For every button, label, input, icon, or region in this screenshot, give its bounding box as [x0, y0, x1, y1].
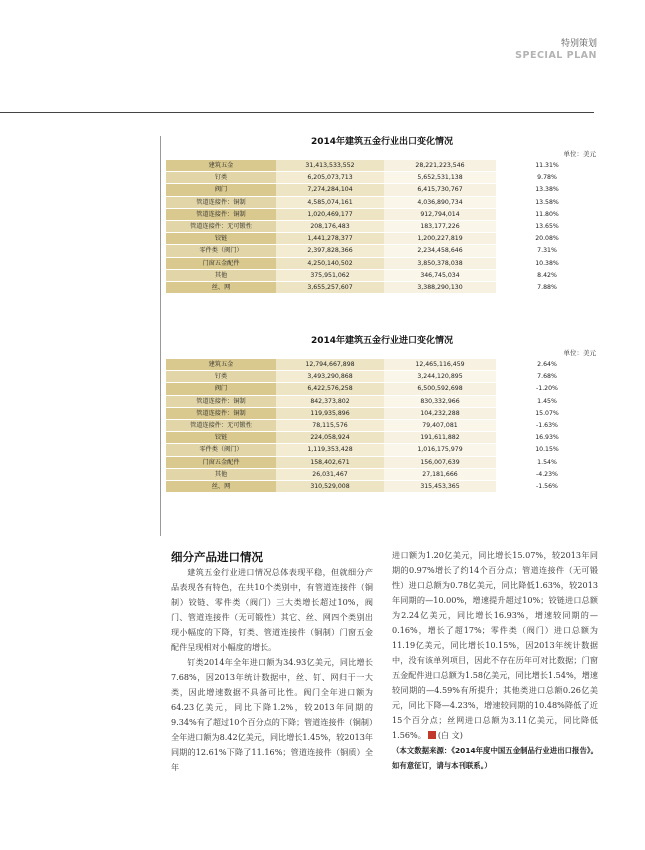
table-cell: -1.63% [496, 420, 598, 432]
table-row [166, 172, 598, 184]
table-cell: 315,453,365 [384, 481, 496, 493]
table-cell: 1,016,175,979 [384, 444, 496, 456]
table-row [166, 233, 598, 245]
export-table-block [166, 136, 598, 294]
table-cell: 375,951,062 [276, 269, 384, 281]
table-row [166, 221, 598, 233]
table-cell: 9.78% [496, 172, 598, 184]
table-cell: 4,036,890,734 [384, 196, 496, 208]
table-cell: 7.68% [496, 371, 598, 383]
table-row [166, 269, 598, 281]
table-cell: 3,493,290,868 [276, 371, 384, 383]
table-cell: 建筑五金 [166, 160, 276, 172]
table-cell: 12,465,116,459 [384, 359, 496, 371]
table-cell: 零件类（阀门） [166, 245, 276, 257]
table-cell: 27,181,666 [384, 468, 496, 480]
table-cell: 管道连接件：铜制 [166, 407, 276, 419]
table-row [166, 208, 598, 220]
table-cell: 铰链 [166, 432, 276, 444]
table-cell: 11.80% [496, 208, 598, 220]
table-cell: 3,850,378,038 [384, 257, 496, 269]
table-cell: 2,234,458,646 [384, 245, 496, 257]
paragraph: 钉类2014年全年进口额为34.93亿美元，同比增长7.68%，因2013年统计数据中，丝、钉、网归于一大类，因此增速数据不具备可比性。阀门全年进口额为64.23亿美元，同比下降1.2%，较2013年同期的9.34%有了超过10个百分点的下降；管道连接件（铜制）全年进口额为8.42亿美元，同比增长1.45%，较2013年同期的12.61%下降了11.16%；管道连接件（铜质）全年 [171, 657, 373, 772]
table-row [166, 245, 598, 257]
table-cell: 6,500,592,698 [384, 383, 496, 395]
table-cell: 1,200,227,819 [384, 233, 496, 245]
table-cell: 346,745,034 [384, 269, 496, 281]
export-table-title: 2014年建筑五金行业出口变化情况 [310, 137, 454, 147]
table-cell: 26,031,467 [276, 468, 384, 480]
table-cell: 1,441,278,377 [276, 233, 384, 245]
table-cell: 门窗五金配件 [166, 257, 276, 269]
table-row [166, 456, 598, 468]
table-cell: 10.38% [496, 257, 598, 269]
table-cell: 管道连接件：铜制 [166, 196, 276, 208]
table-cell: 11.31% [496, 160, 598, 172]
table-cell: 管道连接件：无可锻性 [166, 221, 276, 233]
table-cell: 3,655,257,607 [276, 282, 384, 294]
table-cell: 7,274,284,104 [276, 184, 384, 196]
table-cell: 158,402,671 [276, 456, 384, 468]
side-divider [160, 136, 161, 536]
table-cell: 224,058,924 [276, 432, 384, 444]
table-cell: 1.45% [496, 395, 598, 407]
table-cell: 310,529,008 [276, 481, 384, 493]
table-cell: 13.58% [496, 196, 598, 208]
table-cell: 79,407,081 [384, 420, 496, 432]
table-row [166, 359, 598, 371]
section-title: 细分产品进口情况 [171, 550, 263, 564]
table-cell: 5,652,531,138 [384, 172, 496, 184]
table-cell: 78,115,576 [276, 420, 384, 432]
table-row [166, 444, 598, 456]
table-cell: 2,397,828,366 [276, 245, 384, 257]
table-cell: 191,611,882 [384, 432, 496, 444]
table-row [166, 468, 598, 480]
table-cell: 丝、网 [166, 481, 276, 493]
article-column-left [171, 565, 373, 775]
table-row [166, 395, 598, 407]
table-cell: 阀门 [166, 184, 276, 196]
table-cell: 6,422,576,258 [276, 383, 384, 395]
table-cell: 15.07% [496, 407, 598, 419]
table-cell: 830,332,966 [384, 395, 496, 407]
header-section-en: SPECIAL PLAN [515, 50, 597, 61]
table-cell: 丝、网 [166, 282, 276, 294]
table-cell: 4,250,140,502 [276, 257, 384, 269]
table-cell: 门窗五金配件 [166, 456, 276, 468]
table-row [166, 407, 598, 419]
table-cell: 其他 [166, 269, 276, 281]
table-row [166, 383, 598, 395]
table-cell: 119,935,896 [276, 407, 384, 419]
table-cell: 13.65% [496, 221, 598, 233]
table-cell: 8.42% [496, 269, 598, 281]
end-mark-icon [428, 731, 436, 739]
table-cell: 16.93% [496, 432, 598, 444]
table-cell: 管道连接件：无可锻性 [166, 420, 276, 432]
export-table [166, 160, 598, 294]
top-divider [0, 112, 594, 113]
table-cell: 10.15% [496, 444, 598, 456]
table-row [166, 282, 598, 294]
table-cell: 1,119,353,428 [276, 444, 384, 456]
table-row [166, 481, 598, 493]
table-cell: 20.08% [496, 233, 598, 245]
table-row [166, 257, 598, 269]
table-cell: 912,794,014 [384, 208, 496, 220]
table-cell: 13.38% [496, 184, 598, 196]
table-cell: 建筑五金 [166, 359, 276, 371]
export-table-unit: 单位：美元 [563, 150, 596, 158]
table-cell: 管道连接件：铜制 [166, 208, 276, 220]
paragraph: 建筑五金行业进口情况总体表现平稳，但就细分产品表现各有特色，在共10个类别中，有管道连接件（铜制）铰链、零件类（阀门）三大类增长超过10%，阀门、管道连接件（无可锻性）其它、丝、网四个类别出现小幅度的下降，钉类、管道连接件（铜制）门窗五金配件呈现相对小幅度的增长。 [171, 567, 373, 652]
author: (白 文) [437, 730, 463, 740]
table-cell: 2.64% [496, 359, 598, 371]
import-table-title: 2014年建筑五金行业进口变化情况 [310, 336, 454, 346]
table-cell: 6,205,073,713 [276, 172, 384, 184]
table-cell: 842,373,802 [276, 395, 384, 407]
table-row [166, 420, 598, 432]
import-table [166, 359, 598, 493]
table-cell: 零件类（阀门） [166, 444, 276, 456]
table-cell: 钉类 [166, 371, 276, 383]
table-cell: 4,585,074,161 [276, 196, 384, 208]
table-cell: 28,221,223,546 [384, 160, 496, 172]
table-cell: 6,415,730,767 [384, 184, 496, 196]
table-cell: 208,176,483 [276, 221, 384, 233]
table-cell: 其他 [166, 468, 276, 480]
table-cell: 183,177,226 [384, 221, 496, 233]
table-cell: 管道连接件：铜制 [166, 395, 276, 407]
table-row [166, 371, 598, 383]
table-row [166, 184, 598, 196]
table-cell: 31,413,533,552 [276, 160, 384, 172]
article-column-right [392, 548, 598, 773]
table-row [166, 196, 598, 208]
import-table-unit: 单位：美元 [563, 349, 596, 357]
table-row [166, 432, 598, 444]
table-cell: -1.20% [496, 383, 598, 395]
table-cell: 3,388,290,130 [384, 282, 496, 294]
header-section-cn: 特别策划 [560, 39, 597, 49]
table-cell: 阀门 [166, 383, 276, 395]
table-cell: 钉类 [166, 172, 276, 184]
table-cell: 1.54% [496, 456, 598, 468]
paragraph [392, 548, 598, 743]
table-cell: 12,794,667,898 [276, 359, 384, 371]
table-cell: 156,007,639 [384, 456, 496, 468]
table-cell: 7.31% [496, 245, 598, 257]
table-cell: 104,232,288 [384, 407, 496, 419]
table-cell: 1,020,469,177 [276, 208, 384, 220]
table-cell: -1.56% [496, 481, 598, 493]
table-cell: 7.88% [496, 282, 598, 294]
data-source-note: （本文数据来源：《2014年度中国五金制品行业进出口报告》。如有意征订，请与本刊联系。） [392, 746, 598, 770]
import-table-block [166, 335, 598, 493]
table-cell: -4.23% [496, 468, 598, 480]
table-cell: 铰链 [166, 233, 276, 245]
table-cell: 3,244,120,895 [384, 371, 496, 383]
paragraph-text: 进口额为1.20亿美元，同比增长15.07%，较2013年同期的0.97%增长了约14个百分点；管道连接件（无可锻性）进口总额为0.78亿美元，同比降低1.63%，较2013年同期的—10.00%，增速提升超过10%；铰链进口总额为2.24亿美元，同比增长16.93%，增速较同期的—0.16%，增长了超17%；零件类（阀门）进口总额为11.19亿美元，同比增长10.15%，因2013年统计数据中，没有该单列项目，因此不存在历年可对比数据；门窗五金配件进口总额为1.58亿美元，同比增长1.54%，增速较同期的—4.59%有所提升；其他类进口总额0.26亿美元，同比下降—4.23%，增速较同期的10.48%降低了近15个百分点；丝网进口总额为3.11亿美元，同比降低1.56%。 [392, 550, 598, 740]
table-row [166, 160, 598, 172]
